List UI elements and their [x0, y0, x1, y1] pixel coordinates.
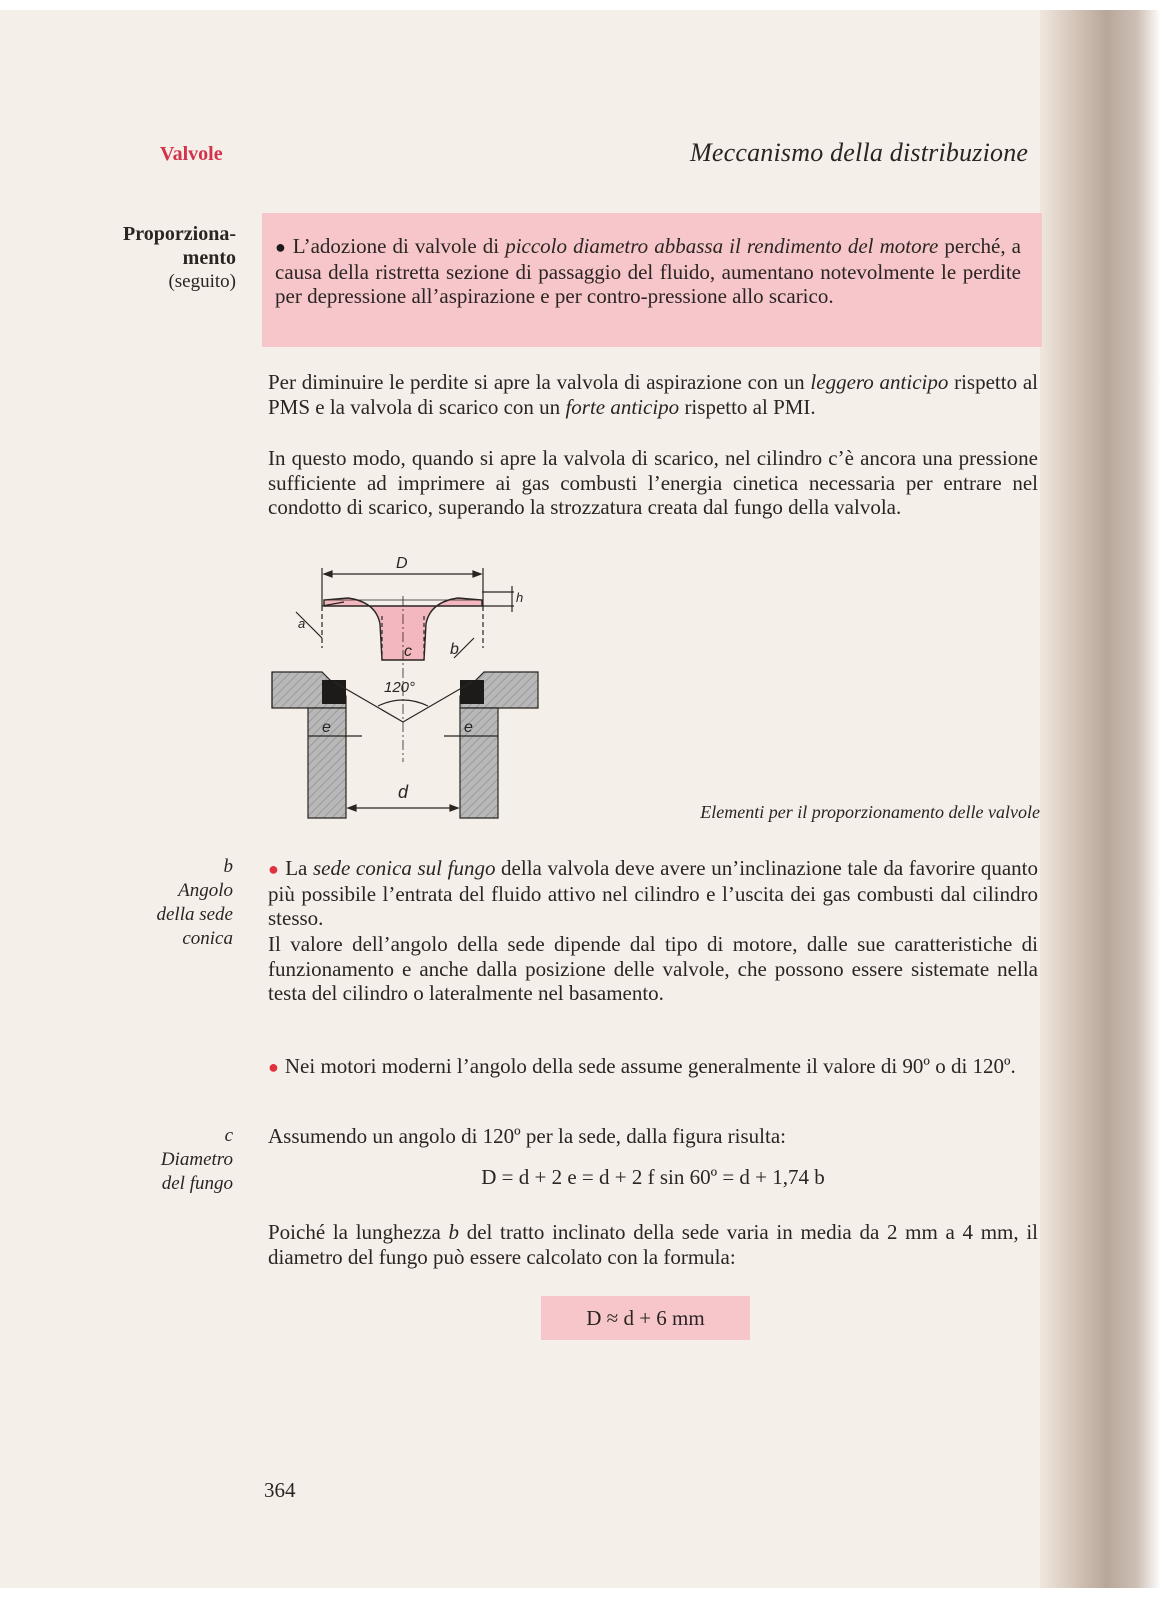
book-gutter — [1040, 10, 1161, 1588]
margin-note-proporzionamento — [36, 222, 236, 294]
margin-note-angolo — [33, 855, 233, 951]
bullet-icon: ● — [268, 1057, 279, 1077]
text-run: rispetto al PMI. — [679, 394, 816, 419]
margin-note-line: Diametro — [160, 1149, 233, 1170]
text-run: della valvola deve avere un’inclinazione tale da favorire quanto più possibile l’entrata del fluido attivo nel cilindro e l’uscita dei gas combusti dal cilindro stesso. — [268, 856, 1038, 930]
italic-run: sede conica sul fungo — [313, 856, 496, 880]
formula-box: D ≈ d + 6 mm — [541, 1296, 750, 1340]
running-head: Meccanismo della distribuzione — [690, 138, 1029, 167]
paragraph-sede-conica — [268, 856, 1038, 931]
text-run: Poiché la lunghezza — [268, 1220, 449, 1244]
label-e-left: e — [322, 719, 331, 736]
arrow-icon — [450, 805, 458, 811]
text-run: del tratto inclinato della sede varia in media da 2 mm a 4 mm, il diametro del fungo può essere calcolato con la formula: — [268, 1220, 1038, 1269]
margin-note-line: della sede — [156, 904, 233, 925]
text-run: La — [285, 856, 313, 880]
italic-run: piccolo diametro abbassa il rendimento del motore — [505, 234, 939, 258]
label-D: D — [396, 556, 408, 572]
label-a: a — [298, 616, 306, 631]
margin-note-line: conica — [182, 928, 233, 949]
section-label: Valvole — [160, 143, 223, 165]
margin-note-line: mento — [182, 247, 236, 269]
label-h: h — [516, 590, 524, 605]
arrow-icon — [324, 571, 332, 577]
paragraph-lunghezza — [268, 1220, 1038, 1269]
margin-note-letter: b — [223, 856, 233, 877]
paragraph-valore-angolo: Il valore dell’angolo della sede dipende dal tipo di motore, dalle sue caratteristiche di funzionamento e anche dalla posizione delle valvole, che possono essere sistemate nella testa del cilindro o lateralmente nel basamento. — [268, 932, 1038, 1005]
margin-note-line: Angolo — [178, 880, 233, 901]
label-e-right: e — [464, 719, 473, 736]
italic-run: leggero anticipo — [810, 370, 949, 394]
italic-run: forte anticipo — [565, 394, 680, 419]
margin-note-letter: c — [224, 1125, 233, 1146]
margin-note-line: (seguito) — [168, 271, 236, 292]
seat-insert-left — [322, 680, 346, 704]
text-run: rispetto al PMS e la valvola di scarico con un — [268, 370, 1038, 419]
highlight-paragraph — [275, 234, 1021, 309]
margin-note-line: del fungo — [161, 1173, 233, 1194]
margin-note-line: Proporziona- — [123, 223, 236, 245]
label-b: b — [450, 641, 459, 658]
formula-diametro: D = d + 2 e = d + 2 f sin 60º = d + 1,74 b — [481, 1165, 825, 1189]
paragraph-modo: In questo modo, quando si apre la valvola di scarico, nel cilindro c’è ancora una pressione sufficiente ad imprimere ai gas combusti l’energia cinetica necessaria per entrare nel condotto di scarico, superando la strozzatura creata dal fungo della valvola. — [268, 446, 1038, 519]
arrow-icon — [473, 571, 481, 577]
margin-note-diametro — [33, 1124, 233, 1196]
page-number: 364 — [264, 1478, 296, 1502]
paragraph-assumendo: Assumendo un angolo di 120º per la sede, dalla figura risulta: — [268, 1124, 786, 1148]
bullet-icon: ● — [275, 237, 287, 257]
bullet-icon: ● — [268, 859, 280, 879]
valve-diagram — [262, 556, 552, 821]
text-run: Per diminuire le perdite si apre la valvola di aspirazione con un — [268, 370, 811, 394]
text-run: perché, a causa della ristretta sezione di passaggio del fluido, aumentano notevolmente le perdite per depressione all’aspirazione e per contro-pressione allo scarico. — [275, 234, 1022, 308]
text-run: Nei motori moderni l’angolo della sede assume generalmente il valore di 90º o di 120º. — [284, 1054, 1016, 1078]
paragraph-motori-moderni — [268, 1054, 1038, 1080]
seat-insert-right — [460, 680, 484, 704]
arrow-icon — [348, 805, 356, 811]
label-d: d — [398, 782, 409, 802]
text-run: L’adozione di valvole di — [292, 234, 506, 258]
paragraph-anticipo — [268, 370, 1038, 419]
italic-run: b — [448, 1220, 460, 1244]
label-c: c — [404, 643, 412, 660]
figure-caption: Elementi per il proporzionamento delle valvole — [700, 802, 1040, 822]
label-angle: 120° — [384, 679, 416, 696]
